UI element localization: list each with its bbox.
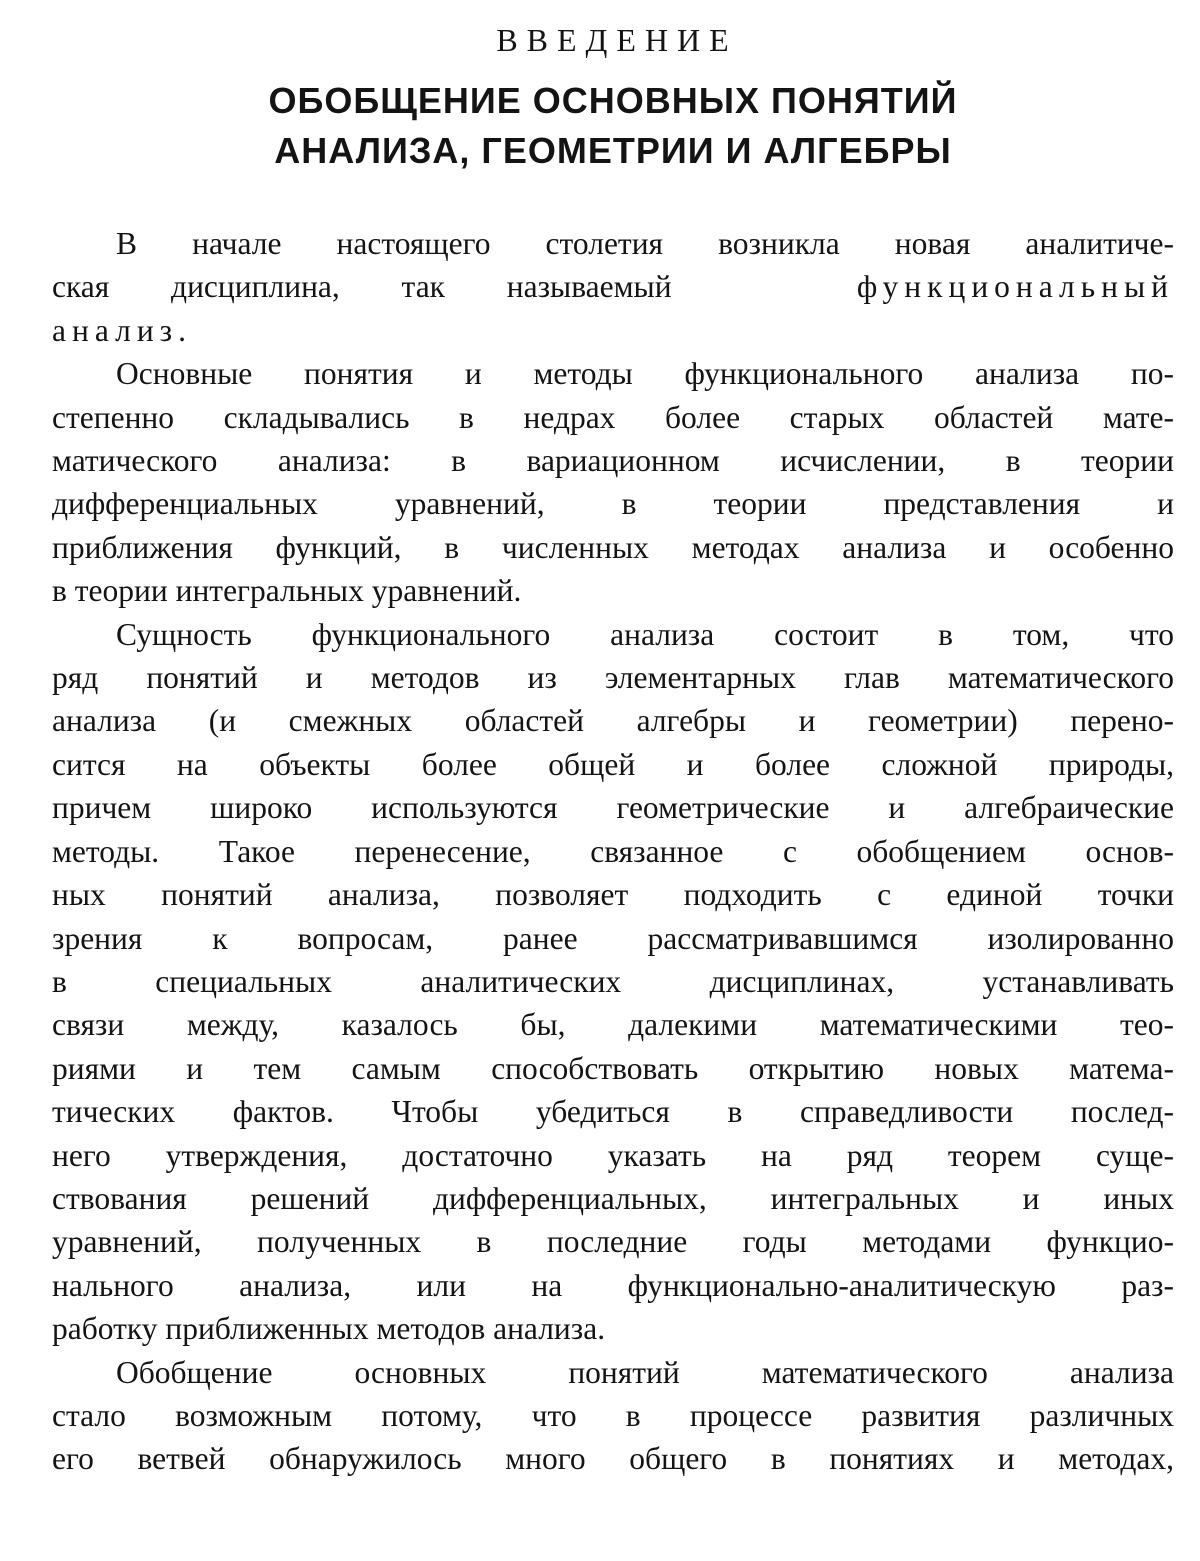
text-line: ряд понятий и методов из элементарных глав математического (52, 660, 1174, 696)
text-line: его ветвей обнаружилось много общего в понятиях и методах, (52, 1441, 1174, 1477)
paragraph-3 (52, 613, 1174, 1351)
text-line: тических фактов. Чтобы убедиться в справедливости послед- (52, 1094, 1174, 1130)
text-line (52, 265, 1174, 308)
book-page (52, 18, 1174, 1481)
section-label: ВВЕДЕНИЕ (496, 22, 738, 58)
text-fragment: ская дисциплина, так называемый (52, 269, 672, 305)
text-line: в теории интегральных уравнений. (52, 573, 522, 609)
paragraph-1 (52, 222, 1174, 352)
text-line: уравнений, полученных в последние годы методами функцио- (52, 1224, 1174, 1260)
text-line: связи между, казалось бы, далекими математическими тео- (52, 1007, 1174, 1043)
text-line: работку приближенных методов анализа. (52, 1311, 606, 1347)
text-line: анализа (и смежных областей алгебры и геометрии) перено- (52, 703, 1174, 739)
chapter-title-line-2: АНАЛИЗА, ГЕОМЕТРИИ И АЛГЕБРЫ (274, 130, 952, 171)
text-line: зрения к вопросам, ранее рассматривавшимся изолированно (52, 920, 1174, 956)
text-line: Основные понятия и методы функционального анализа по- (116, 356, 1174, 392)
text-line: нального анализа, или на функционально-аналитическую раз- (52, 1267, 1174, 1303)
text-line: дифференциальных уравнений, в теории представления и (52, 486, 1174, 522)
text-line: матического анализа: в вариационном исчислении, в теории (52, 443, 1174, 479)
text-line: сится на объекты более общей и более сложной природы, (52, 746, 1174, 782)
text-line: причем широко используются геометрические и алгебраические (52, 790, 1174, 826)
text-line: Сущность функционального анализа состоит в том, что (116, 616, 1174, 652)
text-line: стало возможным потому, что в процессе развития различных (52, 1397, 1174, 1433)
paragraph-2 (52, 352, 1174, 612)
emphasized-term: анализ. (52, 312, 192, 348)
chapter-title-line-1: ОБОБЩЕНИЕ ОСНОВНЫХ ПОНЯТИЙ (268, 80, 958, 121)
text-line: степенно складывались в недрах более старых областей мате- (52, 399, 1174, 435)
text-line: в специальных аналитических дисциплинах, устанавливать (52, 963, 1174, 999)
emphasized-term: функциональный (856, 269, 1175, 305)
text-line: приближения функций, в численных методах анализа и особенно (52, 529, 1174, 565)
text-line: него утверждения, достаточно указать на ряд теорем суще- (52, 1137, 1174, 1173)
text-line: Обобщение основных понятий математического анализа (116, 1354, 1174, 1390)
text-line: риями и тем самым способствовать открытию новых матема- (52, 1050, 1174, 1086)
chapter-title (52, 76, 1174, 176)
text-line: ствования решений дифференциальных, интегральных и иных (52, 1180, 1174, 1216)
text-line: методы. Такое перенесение, связанное с обобщением основ- (52, 833, 1174, 869)
text-line: В начале настоящего столетия возникла новая аналитиче- (116, 226, 1174, 261)
text-line: ных понятий анализа, позволяет подходить с единой точки (52, 877, 1174, 913)
paragraph-4 (52, 1351, 1174, 1481)
